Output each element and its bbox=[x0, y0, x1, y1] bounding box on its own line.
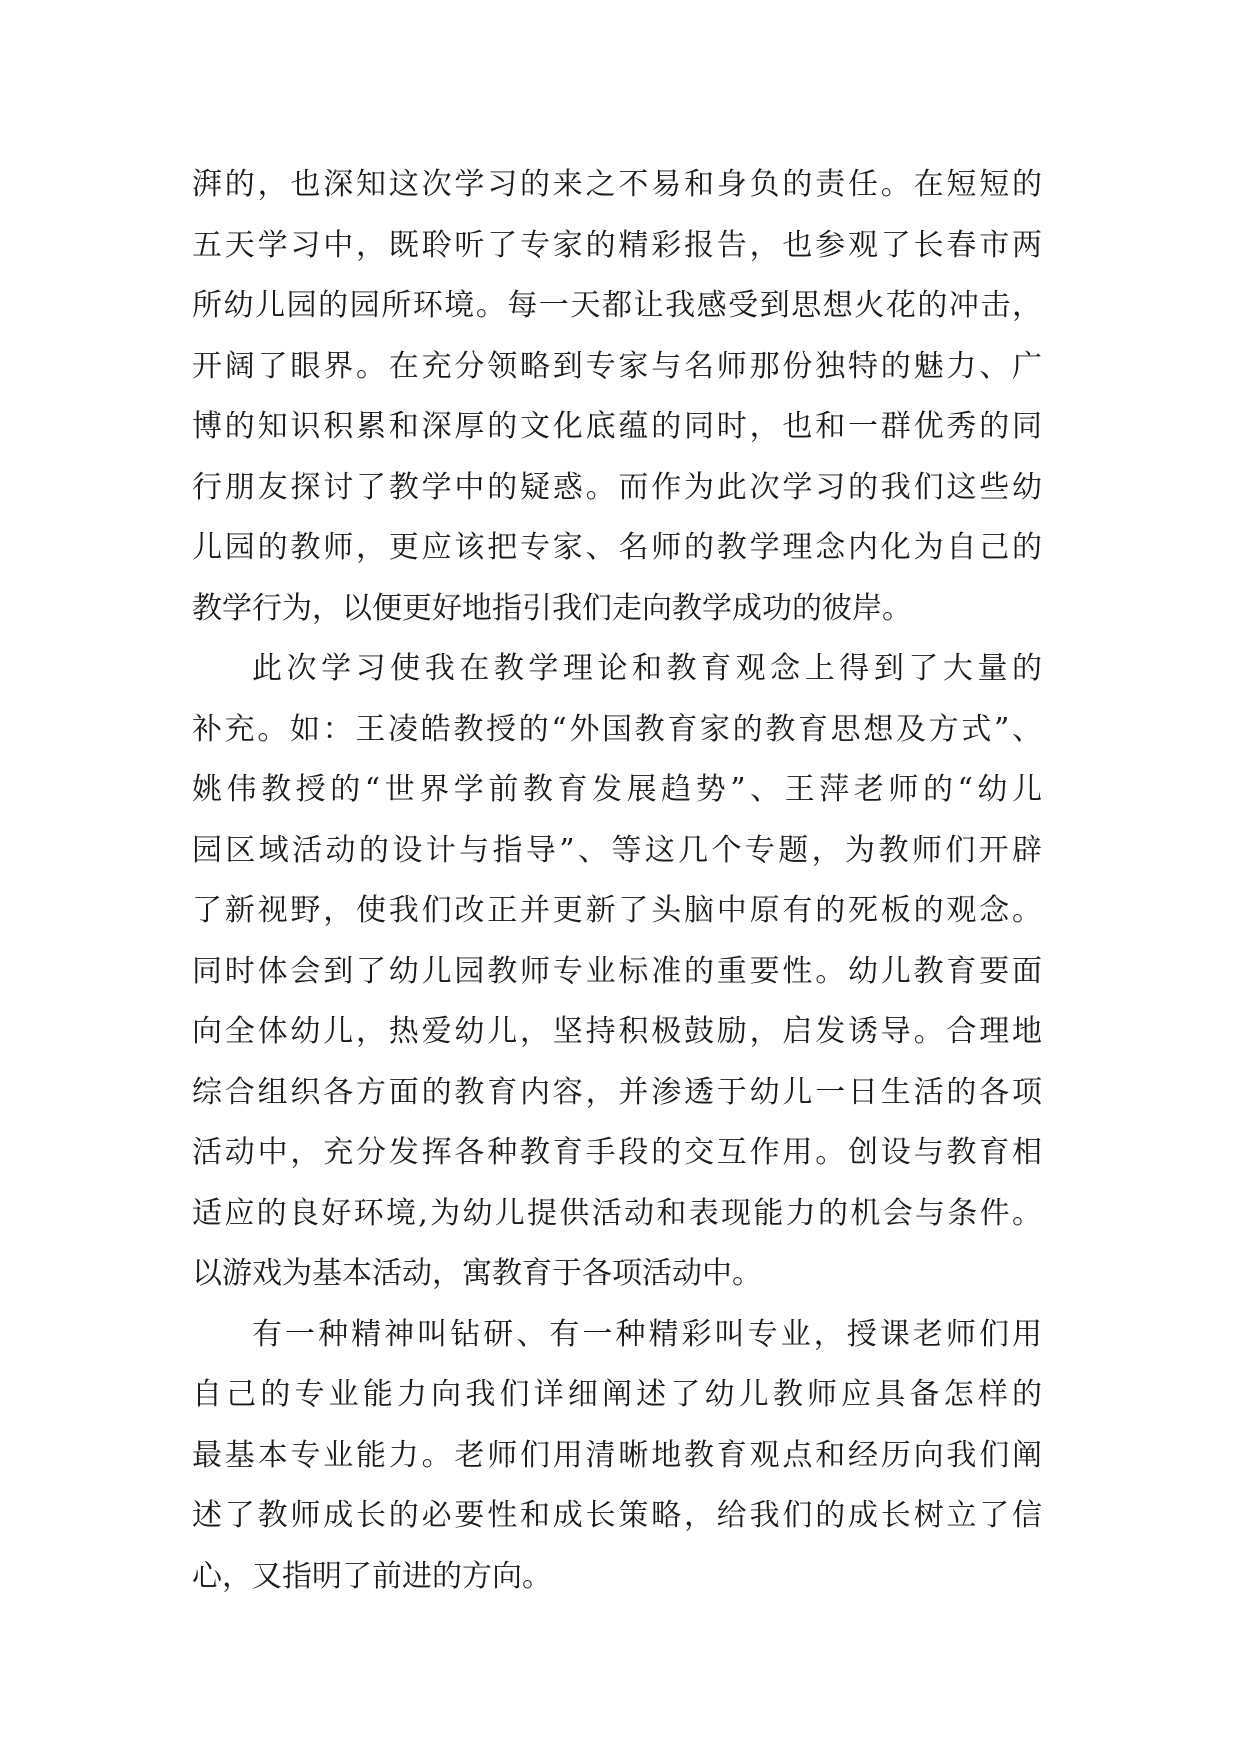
text-line: 五天学习中，既聆听了专家的精彩报告，也参观了长春市两 bbox=[192, 227, 1042, 263]
text-line: 姚伟教授的“世界学前教育发展趋势”、王萍老师的“幼儿 bbox=[192, 772, 1042, 807]
text-line: 有一种精神叫钻研、有一种精彩叫专业，授课老师们用 bbox=[252, 1316, 1042, 1352]
text-line: 所幼儿园的园所环境。每一天都让我感受到思想火花的冲击， bbox=[192, 288, 1042, 323]
text-line: 了新视野，使我们改正并更新了头脑中原有的死板的观念。 bbox=[192, 893, 1042, 928]
text-line: 自己的专业能力向我们详细阐述了幼儿教师应具备怎样的 bbox=[192, 1377, 1042, 1412]
text-line: 教学行为，以便更好地指引我们走向教学成功的彼岸。 bbox=[192, 590, 912, 626]
text-line: 园区域活动的设计与指导”、等这几个专题，为教师们开辟 bbox=[192, 832, 1042, 868]
text-line: 儿园的教师，更应该把专家、名师的教学理念内化为自己的 bbox=[192, 530, 1042, 565]
text-line: 湃的，也深知这次学习的来之不易和身负的责任。在短短的 bbox=[192, 167, 1042, 202]
text-line: 综合组织各方面的教育内容，并渗透于幼儿一日生活的各项 bbox=[192, 1074, 1042, 1110]
text-line: 以游戏为基本活动，寓教育于各项活动中。 bbox=[192, 1256, 762, 1291]
paragraph-2 bbox=[192, 639, 1042, 1305]
text-line: 心，又指明了前进的方向。 bbox=[192, 1558, 552, 1594]
text-line: 述了教师成长的必要性和成长策略，给我们的成长树立了信 bbox=[192, 1498, 1042, 1533]
paragraph-1 bbox=[192, 155, 1042, 639]
text-line: 活动中，充分发挥各种教育手段的交互作用。创设与教育相 bbox=[192, 1135, 1042, 1170]
text-line: 行朋友探讨了教学中的疑惑。而作为此次学习的我们这些幼 bbox=[192, 469, 1042, 505]
text-line: 向全体幼儿，热爱幼儿，坚持积极鼓励，启发诱导。合理地 bbox=[192, 1014, 1042, 1049]
paragraph-3 bbox=[192, 1305, 1042, 1608]
text-line: 博的知识积累和深厚的文化底蕴的同时，也和一群优秀的同 bbox=[192, 409, 1042, 444]
text-line: 开阔了眼界。在充分领略到专家与名师那份独特的魅力、广 bbox=[192, 348, 1042, 384]
text-line: 补充。如：王凌皓教授的“外国教育家的教育思想及方式”、 bbox=[192, 711, 1042, 747]
text-line: 此次学习使我在教学理论和教育观念上得到了大量的 bbox=[252, 651, 1042, 686]
text-line: 最基本专业能力。老师们用清晰地教育观点和经历向我们阐 bbox=[192, 1437, 1042, 1473]
text-line: 适应的良好环境,为幼儿提供活动和表现能力的机会与条件。 bbox=[192, 1195, 1042, 1231]
text-line: 同时体会到了幼儿园教师专业标准的重要性。幼儿教育要面 bbox=[192, 953, 1042, 989]
document-body bbox=[192, 155, 1042, 1607]
